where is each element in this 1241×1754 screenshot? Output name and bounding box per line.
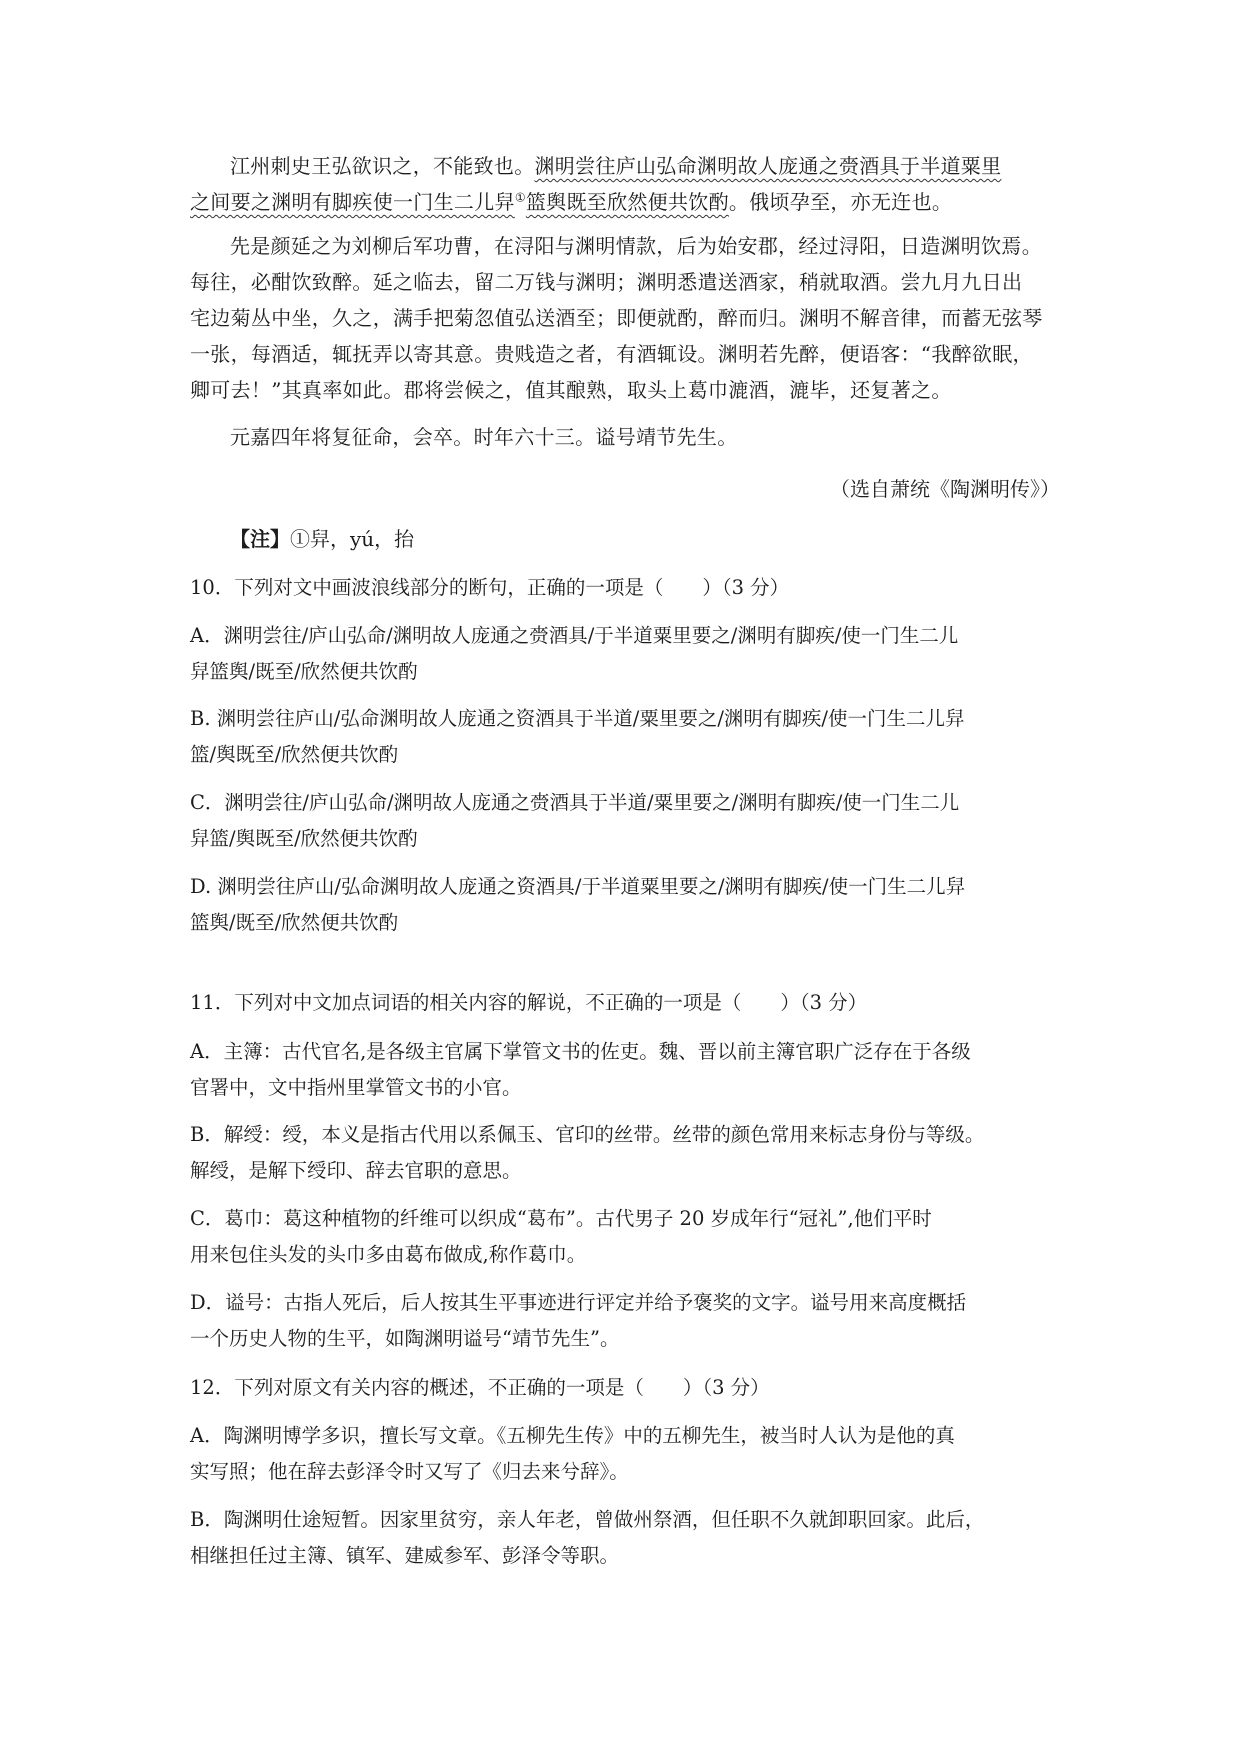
footnote: [190, 521, 1100, 557]
option-line: 篮/舆既至/欣然便共饮酌: [190, 743, 399, 766]
passage-p2-line: 每往，必酣饮致醉。延之临去，留二万钱与渊明；渊明悉遣送酒家，稍就取酒。尝九月九日出: [190, 270, 1023, 294]
question-10-option-a: [190, 618, 1060, 690]
option-line: 解绶，是解下绶印、辞去官职的意思。: [190, 1159, 522, 1182]
passage-p2-line: 宅边菊丛中坐，久之，满手把菊忽值弘送酒至；即便就酌，醉而归。渊明不解音律，而蓄无弦琴: [190, 306, 1043, 330]
passage-paragraph-3: [190, 419, 1060, 455]
option-line: D．谥号：古指人死后，后人按其生平事迹进行评定并给予褒奖的文字。谥号用来高度概括: [190, 1291, 967, 1314]
question-11-option-a: [190, 1034, 1060, 1106]
option-line: C．葛巾：葛这种植物的纤维可以织成“葛布”。古代男子 20 岁成年行“冠礼”,他们平时: [190, 1207, 932, 1230]
passage-p2-line: 一张，每酒适，辄抚弄以寄其意。贵贱造之者，有酒辄设。渊明若先醉，便语客：“我醉欲眠，: [190, 342, 1033, 366]
question-11-option-d: [190, 1285, 1060, 1357]
passage-p3-line: 元嘉四年将复征命，会卒。时年六十三。谥号靖节先生。: [230, 425, 738, 449]
passage-paragraph-1: [190, 148, 1060, 220]
option-line: 相继担任过主簿、镇军、建威参军、彭泽令等职。: [190, 1544, 620, 1567]
option-line: 实写照；他在辞去彭泽令时又写了《归去来兮辞》。: [190, 1460, 629, 1483]
option-line: D. 渊明尝往庐山/弘命渊明故人庞通之资酒具/于半道粟里要之/渊明有脚疾/使一门生二儿舁: [190, 875, 966, 898]
question-12-option-a: [190, 1418, 1060, 1490]
option-line: 官署中，文中指州里掌管文书的小官。: [190, 1076, 522, 1099]
wavy-underlined-text: 之间要之渊明有脚疾使一门生二儿舁: [190, 190, 515, 214]
footnote-marker: ①: [514, 190, 526, 205]
footnote-label: 【注】: [230, 527, 290, 551]
question-11-option-c: [190, 1201, 1060, 1273]
option-line: A．陶渊明博学多识，擅长写文章。《五柳先生传》中的五柳先生，被当时人认为是他的真: [190, 1424, 955, 1447]
option-line: A．主簿：古代官名,是各级主官属下掌管文书的佐吏。魏、晋以前主簿官职广泛存在于各级: [190, 1040, 971, 1063]
option-line: 用来包住头发的头巾多由葛布做成,称作葛巾。: [190, 1243, 587, 1266]
option-line: B. 渊明尝往庐山/弘命渊明故人庞通之资酒具于半道/粟里要之/渊明有脚疾/使一门生二儿舁: [190, 707, 965, 730]
question-11-stem: 11．下列对中文加点词语的相关内容的解说，不正确的一项是（ ）（3 分）: [190, 991, 868, 1014]
passage-p1-before: 江州刺史王弘欲识之，不能致也。: [230, 154, 535, 178]
question-12-option-b: [190, 1502, 1060, 1574]
passage-p2-line: 先是颜延之为刘柳后军功曹，在浔阳与渊明情款，后为始安郡，经过浔阳，日造渊明饮焉。: [230, 234, 1042, 258]
question-10-option-d: [190, 869, 1060, 941]
option-line: C．渊明尝往/庐山弘命/渊明故人庞通之赍酒具于半道/粟里要之/渊明有脚疾/使一门生二儿: [190, 791, 960, 814]
passage-p1-after: 。俄顷孕至，亦无迕也。: [728, 190, 953, 214]
footnote-text: ①舁，yú，抬: [290, 527, 415, 551]
passage-p1-line-1: [190, 148, 1060, 184]
option-line: 舁篮舆/既至/欣然便共饮酌: [190, 660, 418, 683]
option-line: 一个历史人物的生平，如陶渊明谥号“靖节先生”。: [190, 1327, 620, 1350]
option-line: 舁篮/舆既至/欣然便共饮酌: [190, 827, 418, 850]
passage-p2-line: 卿可去！”其真率如此。郡将尝候之，值其酿熟，取头上葛巾漉酒，漉毕，还复著之。: [190, 378, 952, 402]
passage-paragraph-2: [190, 228, 1060, 408]
option-line: 篮舆/既至/欣然便共饮酌: [190, 911, 399, 934]
option-line: B．陶渊明仕途短暂。因家里贫穷，亲人年老，曾做州祭酒，但任职不久就卸职回家。此后，: [190, 1508, 985, 1531]
wavy-underlined-text: 渊明尝往庐山弘命渊明故人庞通之赍酒具于半道粟里: [534, 154, 1002, 178]
question-11-option-b: [190, 1117, 1060, 1189]
option-line: B．解绶：绶，本义是指古代用以系佩玉、官印的丝带。丝带的颜色常用来标志身份与等级。: [190, 1123, 985, 1146]
question-10-option-b: [190, 701, 1060, 773]
wavy-underlined-text: 篮舆既至欣然便共饮酌: [525, 190, 729, 214]
question-10-option-c: [190, 785, 1060, 857]
passage-p1-line-2: [190, 184, 1060, 220]
passage-source: （选自萧统《陶渊明传》）: [830, 477, 1060, 501]
question-12-stem: 12．下列对原文有关内容的概述，不正确的一项是（ ）（3 分）: [190, 1376, 770, 1399]
option-line: A．渊明尝往/庐山弘命/渊明故人庞通之赍酒具/于半道粟里要之/渊明有脚疾/使一门生二儿: [190, 624, 959, 647]
question-10-stem: 10．下列对文中画波浪线部分的断句，正确的一项是（ ）（3 分）: [190, 576, 790, 599]
